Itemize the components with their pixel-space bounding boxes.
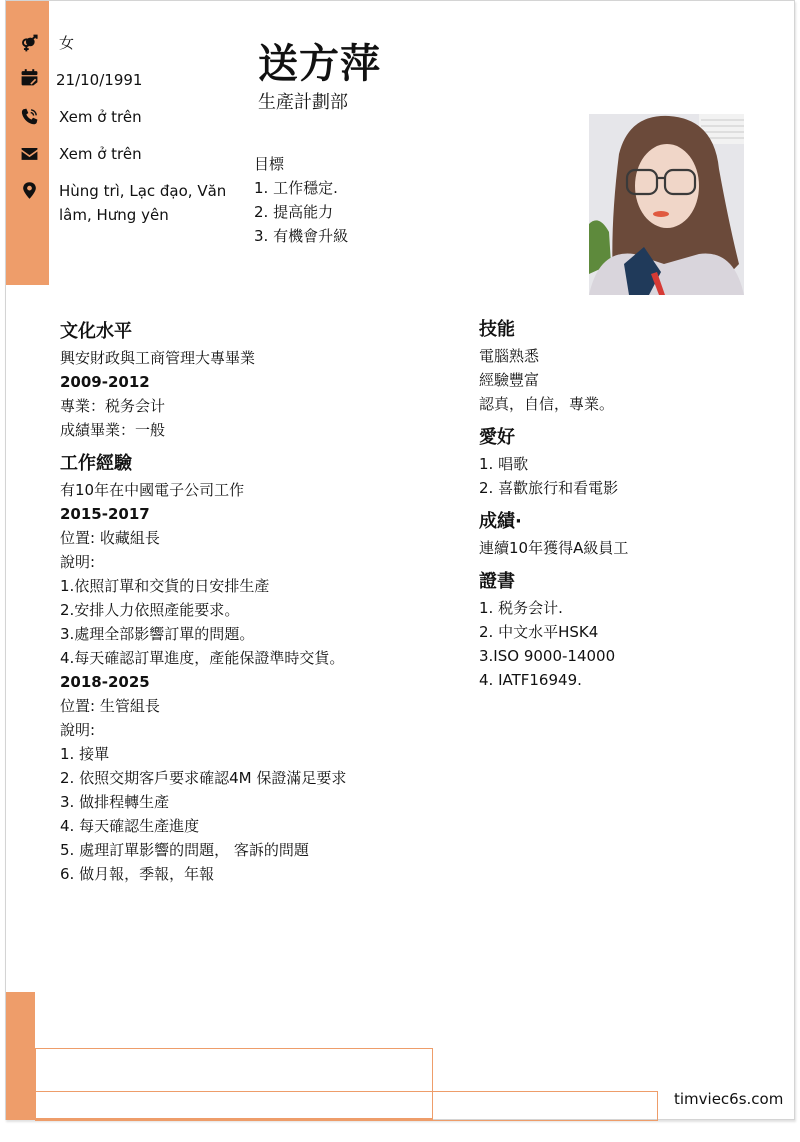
hobby-item: 2. 喜歡旅行和看電影 (479, 479, 619, 497)
profile-photo (589, 114, 744, 295)
email-text: Xem ở trên (59, 145, 142, 163)
experience-title: 工作經驗 (60, 453, 132, 474)
department: 生產計劃部 (258, 92, 348, 113)
education-grade: 成績畢業：一般 (60, 421, 166, 439)
education-title: 文化水平 (60, 321, 132, 342)
education-major: 專業：税务会计 (60, 397, 166, 415)
address-text (59, 179, 226, 227)
address-line: Hùng trì, Lạc đạo, Văn (59, 182, 227, 200)
job-duty: 1. 接單 (60, 745, 110, 763)
email-icon (18, 142, 40, 164)
certificate-item: 2. 中文水平HSK4 (479, 623, 599, 641)
candidate-name: 送方萍 (258, 41, 381, 87)
calendar-icon (18, 66, 40, 88)
job-desc-label: 說明: (60, 721, 96, 739)
goal-item: 2. 提高能力 (254, 203, 334, 221)
certificates-section (479, 568, 769, 692)
goal-item: 3. 有機會升級 (254, 227, 349, 245)
job-position: 位置: 生管組長 (60, 697, 160, 715)
skill-item: 認真，自信，專業。 (479, 395, 615, 413)
gender-icon (18, 32, 40, 54)
education-school: 興安財政與工商管理大專畢業 (60, 349, 256, 367)
achievements-section (479, 508, 769, 560)
achievement-item: 連續10年獲得A級員工 (479, 539, 629, 557)
job-duty: 2.安排人力依照產能要求。 (60, 601, 240, 619)
experience-summary: 有10年在中國電子公司工作 (60, 481, 245, 499)
decor-bottom-line (35, 1118, 433, 1120)
right-column (479, 316, 769, 692)
accent-bar-bottom (6, 992, 35, 1120)
education-period: 2009-2012 (60, 373, 150, 391)
certificate-item: 3.ISO 9000-14000 (479, 647, 616, 665)
address-line: lâm, Hưng yên (59, 206, 169, 224)
career-goal (254, 152, 348, 248)
job-duty: 3. 做排程轉生產 (60, 793, 170, 811)
job-period: 2018-2025 (60, 673, 150, 691)
education-section (60, 318, 450, 442)
hobbies-title: 愛好 (479, 427, 515, 448)
decor-rect-lower (35, 1091, 658, 1121)
left-column (60, 318, 450, 886)
job-duty: 3.處理全部影響訂單的問題。 (60, 625, 255, 643)
skills-title: 技能 (479, 319, 515, 340)
goal-title: 目標 (254, 155, 285, 173)
skill-item: 經驗豐富 (479, 371, 540, 389)
goal-item: 1. 工作穩定. (254, 179, 338, 197)
job-position: 位置: 收藏組長 (60, 529, 160, 547)
job-period: 2015-2017 (60, 505, 150, 523)
job-duty: 5. 處理訂單影響的問題， 客訴的問題 (60, 841, 309, 859)
job-duty: 1.依照訂單和交貨的日安排生產 (60, 577, 270, 595)
experience-section (60, 450, 450, 886)
skills-section (479, 316, 769, 416)
hobby-item: 1. 唱歌 (479, 455, 529, 473)
footer-site-link[interactable]: timviec6s.com (674, 1090, 784, 1108)
location-icon (18, 179, 40, 201)
phone-text: Xem ở trên (59, 108, 142, 126)
job-desc-label: 說明: (60, 553, 96, 571)
gender-text: 女 (59, 34, 75, 52)
certificate-item: 1. 税务会计. (479, 599, 563, 617)
certificate-item: 4. IATF16949. (479, 671, 582, 689)
job-duty: 6. 做月報，季報，年報 (60, 865, 215, 883)
skill-item: 電腦熟悉 (479, 347, 540, 365)
birthdate-text: 21/10/1991 (56, 71, 143, 89)
job-duty: 4.每天確認訂單進度，產能保證準時交貨。 (60, 649, 345, 667)
job-duty: 2. 依照交期客戶要求確認4M 保證滿足要求 (60, 769, 347, 787)
phone-icon (18, 105, 40, 127)
hobbies-section (479, 424, 769, 500)
certificates-title: 證書 (479, 571, 515, 592)
achievements-title: 成績· (479, 511, 522, 532)
job-duty: 4. 每天確認生產進度 (60, 817, 200, 835)
